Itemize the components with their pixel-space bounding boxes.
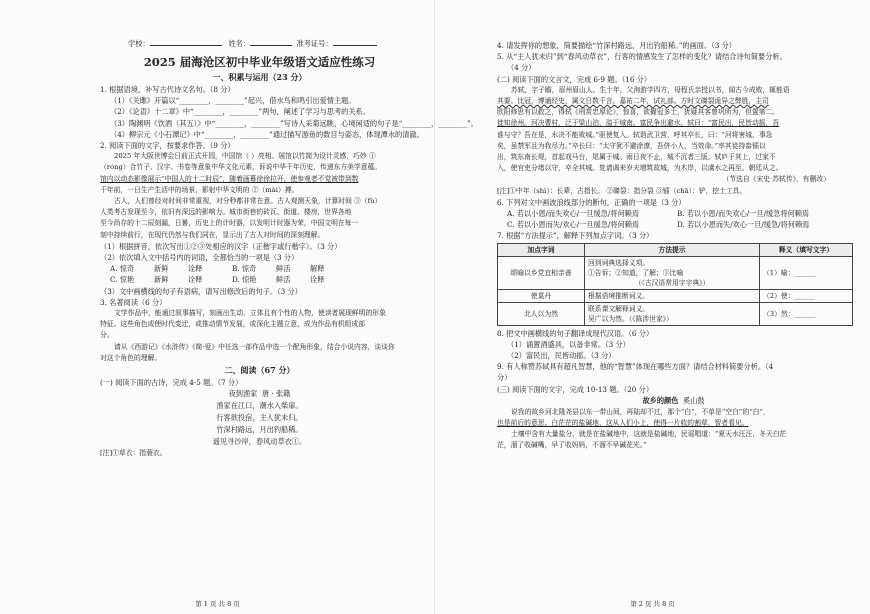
question-9-score: 分） <box>497 373 512 383</box>
passage-3-line: 文学作品中，能通过叙事描写，刻画出生动、立体且有个性的人物，使读者展现鲜明的形象 <box>114 309 386 318</box>
hint-text: 联系课文解释词义。 <box>588 304 650 313</box>
poem-author: 唐 · 张籍 <box>261 389 291 399</box>
hint-text: （《古汉语常用字字典》） <box>634 278 710 287</box>
classical-passage-line: 出，筑东南长堤，首起戏马台，尾属于城。雨日夜不止，城不沉者三版。轼庐于其上，过家不 <box>497 153 776 162</box>
question-9: 9. 有人称赞苏轼具有超凡智慧，他的“智慧”体现在哪些方面？请结合材料简要分析。（4 <box>497 362 774 372</box>
q6-options-row <box>497 219 850 230</box>
option-c[interactable]: C. 惊艳 <box>110 275 135 285</box>
option-d-word3: 诠释 <box>310 275 325 285</box>
question-7: 7. 根据“方法提示”，解释下列加点字词。（3 分） <box>497 231 654 241</box>
table-row <box>498 256 853 289</box>
ticket-field[interactable] <box>333 38 377 46</box>
option-b[interactable]: B. 惊奇 <box>232 264 257 274</box>
question-1-2: （2）《论语》十二章》中“________，________”两句，阐述了学习与思考的关系。 <box>110 107 370 117</box>
classical-passage-line-underlined: 徙知徐州。河决曹村，泛于梁山泊，溢于城南。富民争出避水。轼曰：“富民出，民皆动摇，吾 <box>497 119 780 128</box>
table-header: 释义（填写文字） <box>760 243 853 256</box>
page-title: 2025 届海沧区初中毕业年级语文适应性练习 <box>143 55 376 69</box>
classical-passage-line: 矣，虽禁军且为我尽力。”卒长曰：“太守犹不避涂潦，吾侪小人，当效命。”率其徒持畚锸以 <box>497 141 766 150</box>
table-row <box>498 302 853 325</box>
hint-text: ①告诉；②知道，了解；③比喻 <box>588 268 684 277</box>
question-1: 1. 根据语境，补写古代诗文名句。（8 分） <box>100 85 235 94</box>
table-header: 方法提示 <box>585 243 760 256</box>
section-1-heading: 一、积累与运用（23 分） <box>212 72 307 82</box>
question-8-2: （2）富民出，民皆动摇。（3 分） <box>507 351 616 361</box>
q6-option-a[interactable]: A. 若以小恩/而失欢心/一旦缓急/将何赖焉 <box>507 209 640 219</box>
table-cell-hint: 根据语境推断词义。 <box>585 289 760 302</box>
passage-source: （节选自《宋史·苏轼传》，有删改） <box>722 175 830 184</box>
poem-title: 夜到渔家 <box>228 389 258 399</box>
q6-option-d[interactable]: D. 若以小恩而失/欢心一旦/缓急/将何赖焉 <box>677 220 810 230</box>
option-c-word3: 诠释 <box>188 275 203 285</box>
question-2: 2. 阅读下面的文字，按要求作答。（9 分） <box>100 141 235 151</box>
table-cell-word: 北人以为然 <box>498 302 585 325</box>
table-cell-word: 使莫丹 <box>498 289 585 302</box>
essay-line: 说我的故乡河北隆尧县以东一带山间，再陆却不过，那个“白”，不单是“空白”的“白”， <box>511 407 770 416</box>
answer-cell[interactable]: （2）使：______ <box>760 289 853 302</box>
option-a[interactable]: A. 惊奇 <box>110 264 135 274</box>
option-d-word2: 鲜活 <box>276 275 291 285</box>
option-b-word2: 鲜活 <box>276 264 291 274</box>
modern-reading-intro: (三) 阅读下面的文字，完成 10-13 题。（20 分） <box>497 384 654 394</box>
question-5-score: （4 分） <box>507 63 536 73</box>
question-8-1: （1）诵置酒盛具，以备非常。（3 分） <box>507 339 630 349</box>
page-2 <box>435 0 870 614</box>
ticket-label: 准考证号： <box>296 39 333 48</box>
table-cell-hint <box>585 256 760 289</box>
classical-passage-line-wavy: 其要。比冠，博通经史，属文日数千言。嘉祐二年，试礼部。方时文磔裂诡异之弊胜，主司 <box>497 97 769 106</box>
essay-author: 奚山鼓 <box>682 395 705 405</box>
table-cell-hint <box>585 302 760 325</box>
passage-line: 至今尚存的十二辰刻漏，日晷，历史上的计时器，以发明计时器为荣，中国文明在每一 <box>100 219 359 228</box>
classical-passage-line: 谁与守？吾在是，水决不能败城。”驱使复入。轼诣武卫营，呼其卒长，曰：“河将害城，事急 <box>497 130 773 139</box>
hint-text: 回到词典选择义项。 <box>588 258 650 267</box>
passage-3-line: 特征。这些角色或使时代变迁，或推动情节发展，或深化主题立意，成为作品有机组成部 <box>100 320 366 329</box>
passage-3-line: 对这个角色的理解。 <box>100 353 162 362</box>
option-a-word2: 新鲜 <box>154 264 169 274</box>
poem-note: [注]①草衣：指蓑衣。 <box>100 449 167 458</box>
question-4: 4. 请发挥你的想象，简要描绘“竹深村路远，月出钓船稀。”的画面。（3 分） <box>497 41 736 50</box>
poem-line: 竹深村路远，月出钓船稀。 <box>216 425 303 435</box>
name-label: 姓名： <box>228 39 251 48</box>
essay-line-underlined: 也是前后的意思。白茫茫的盐碱地，这从人们小上，使得一片收的割草，智者看见。 <box>497 419 749 428</box>
classical-passage-line: 入，使官吏分堵以守，卒全其城。复请调来岁夫增筑故城，为木岸，以虞水之再至。朝廷从之。 <box>497 164 783 173</box>
table-header-row <box>498 243 853 256</box>
question-5: 5. 从“主人犹未归”到“春风动草衣”，行客的情感发生了怎样的变化？请结合诗句简要分析。 <box>497 52 787 62</box>
passage-line: 古人，人们曾经对时间非常重视，对分秒都非常在意。古人观测天象，计算时间 ③（fù） <box>114 197 382 206</box>
reading-intro: (一) 阅读下面的古诗，完成 4-5 题。（7 分） <box>100 378 243 388</box>
classical-intro: (二) 阅读下面的文言文，完成 6-9 题。（16 分） <box>497 74 652 84</box>
q6-options-row <box>497 208 850 219</box>
section-2-heading: 二、阅读（67 分） <box>224 365 295 376</box>
essay-title-line <box>497 395 850 407</box>
question-2-1: （1）根据拼音，依次写出①②③处相应的汉字（正楷字或行楷字）。（3 分） <box>100 241 342 251</box>
poem-line: 遥见寻沙岸，春风动草衣①。 <box>212 437 307 447</box>
classical-passage-line: 苏轼，字子瞻，眉州眉山人。生十年，父洵游学四方，母程氏亲授以书，闻古今成败，辄能语 <box>511 85 790 94</box>
options-row <box>100 274 419 285</box>
table-header: 加点字词 <box>498 243 585 256</box>
passage-line: 人类考古发现至今，依旧有深远的影响力。城市街巷的砖瓦、街道、楼房，世界各地 <box>100 208 352 217</box>
option-d[interactable]: D. 惊艳 <box>232 275 257 285</box>
poem-line: 行客欲投宿，主人犹未归。 <box>216 413 303 423</box>
page-2-footer: 第 2 页 共 8 页 <box>630 600 675 608</box>
options-row <box>100 263 419 274</box>
question-6: 6. 下列对文中画波浪线部分的断句，正确的一项是（3 分） <box>497 197 686 207</box>
essay-line: 茫，溜了收碱嘴，早了收妈妈，不溜不早碱花光。” <box>497 441 647 450</box>
passage-line: 千年前，一日生产生活中的场景，影射中华文明的 ②（mài）搏。 <box>100 185 299 194</box>
method-table <box>497 243 853 326</box>
question-1-1: （1）《关雎》开篇以“________，________”起兴，借水鸟和鸣引出爱情主题。 <box>110 96 356 106</box>
school-field[interactable] <box>150 38 222 46</box>
passage-line: 刻中持续前行，在现代仍然与我们同在，显示出了古人对时间的深刻理解。 <box>100 230 325 239</box>
passage-line-underlined: 馆内以动态影像展示“中国人的十二时辰”，随着画幕徐徐拉开，使参观者不觉被带到数 <box>100 174 359 183</box>
q6-option-c[interactable]: C. 若以小恩而失/欢心/一旦缓急/将何赖焉 <box>507 220 640 230</box>
essay-title: 故乡的颜色 <box>642 395 679 405</box>
school-label: 学校： <box>128 39 150 48</box>
option-c-word2: 新鲜 <box>154 275 169 285</box>
answer-cell[interactable]: （3）然：______ <box>760 302 853 325</box>
classical-passage-line: 欧阳修思有以救之，得轼《刑赏忠厚论》，惊喜，欲擢冠多士，犹疑其客曾巩所为，但置第二。 <box>497 108 780 117</box>
option-b-word3: 解释 <box>310 264 325 274</box>
question-2-3: （3）文中画横线的句子有语病，请写出修改后的句子。（3 分） <box>100 286 302 296</box>
answer-cell[interactable]: （1）喻：______ <box>760 256 853 289</box>
name-field[interactable] <box>250 38 292 46</box>
hint-text: 吴广以为然。（《陈涉世家》） <box>588 314 673 323</box>
question-3: 3. 名著阅读（6 分） <box>100 297 167 307</box>
question-1-3: （3）陶渊明《饮酒（其五）》中“________，________”写诗人采菊远眺，心境闲适的句子是“________，________”。 <box>110 118 478 128</box>
classical-note: [注]①中年（shì）：长辈，古指长。 ②磔裂：指分裂 ③锸（chā）：铲，挖土工具。 <box>497 186 747 195</box>
poem-title-line <box>100 388 419 400</box>
student-info-line <box>100 38 419 50</box>
question-1-4: （4）柳宗元《小石潭记》中“________，________”通过描写游鱼的数目与姿态，体现潭水的清澈。 <box>110 129 424 139</box>
q6-option-b[interactable]: B. 若以小恩/而失欢心/一旦/缓急将何赖焉 <box>677 209 810 219</box>
table-row <box>498 289 853 302</box>
passage-line: （róng）合竹子、汉字、书卷等意象中华文化元素，诉说中华千年历史，传递东方美学意蕴。 <box>100 163 382 172</box>
essay-line: 土壤中含有大量盐分，就是在盐碱地中，这就是盐碱地，民谣唱道：“夏天水汪汪，冬天白茫 <box>511 430 787 439</box>
question-8: 8. 把文中画横线的句子翻译成现代汉语。（6 分） <box>497 328 654 338</box>
option-a-word3: 诠释 <box>188 264 203 274</box>
passage-line: 2025 年大阪世博会日前正式开园，中国馆（ ）亮相。展馆以竹简为设计灵感，巧妙 ① <box>114 152 376 161</box>
passage-3-line: 请从《西游记》《水浒传》《简·爱》中任选一部作品中选一个配角形象，结合小说内容，谈谈你 <box>114 342 395 351</box>
table-cell-word: 颂喻以乡党宜相亲善 <box>498 256 585 289</box>
page-1-footer: 第 1 页 共 8 页 <box>195 600 240 608</box>
poem-line: 渔家在江口，潮水入柴扉。 <box>216 401 303 411</box>
question-2-2: （2）依次填入文中括号内的词语，全都恰当的一项是（3 分） <box>100 253 299 263</box>
passage-3-line: 分。 <box>100 331 114 340</box>
